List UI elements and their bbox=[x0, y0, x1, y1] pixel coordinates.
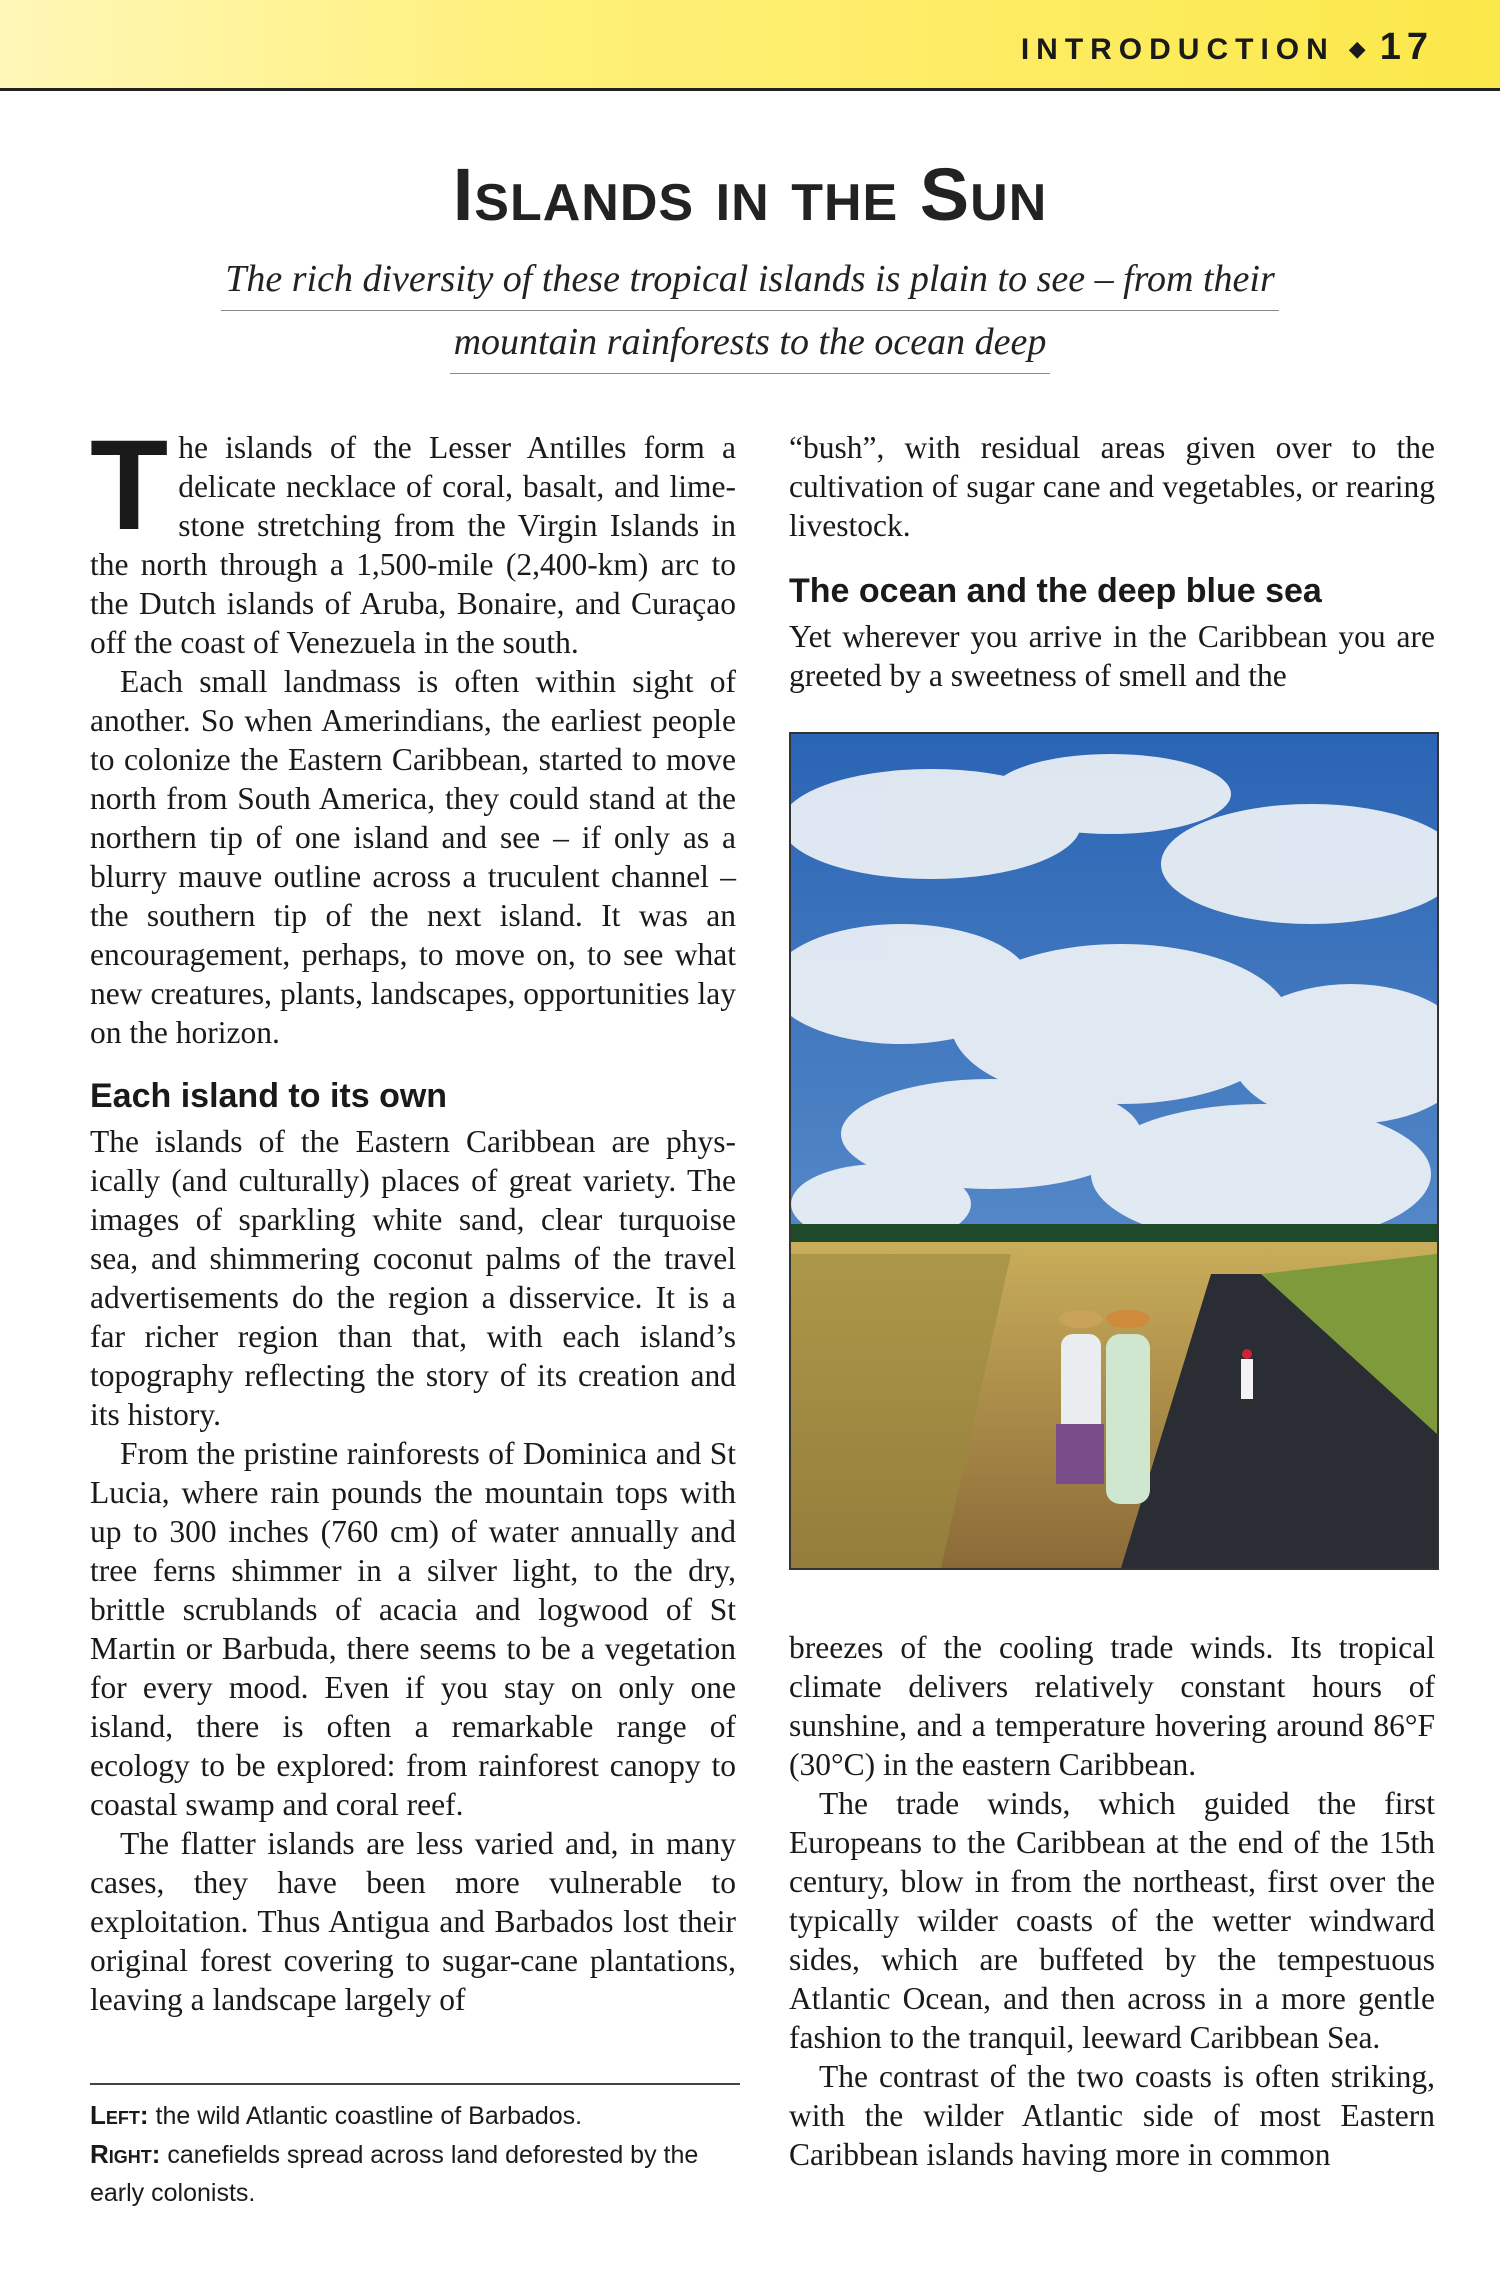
running-header bbox=[1021, 26, 1434, 69]
paragraph: breezes of the cooling trade winds. Its tropical climate delivers relatively constant hours of sunshine, and a temperature hovering around 86°F (30°C) in the eastern Caribbean. bbox=[789, 1630, 1435, 1782]
photo-illustration bbox=[791, 734, 1437, 1568]
intro-paragraph bbox=[90, 414, 736, 662]
caption-right bbox=[90, 2135, 740, 2212]
caption-left bbox=[90, 2096, 740, 2135]
section-heading: Each island to its own bbox=[90, 1077, 448, 1115]
paragraph: The trade winds, which guided the first Europeans to the Caribbean at the end of the 15th century, blow in from the northeast, first over the typically wilder coasts of the wetter windward sides, which are buffeted by the tempestuous Atlantic Ocean, and then across in a more gentle fashion to the tranquil, leeward Caribbean Sea. bbox=[789, 1786, 1435, 2055]
page-number: 17 bbox=[1379, 26, 1434, 68]
caption-divider bbox=[90, 2083, 740, 2085]
drop-cap: T bbox=[90, 414, 169, 557]
header-band bbox=[0, 0, 1500, 91]
caption-left-label: Left: bbox=[90, 2100, 149, 2130]
subtitle-line-1: The rich diversity of these tropical islands is plain to see – from their bbox=[221, 248, 1279, 311]
subtitle-line-2: mountain rainforests to the ocean deep bbox=[450, 311, 1051, 374]
section-heading: The ocean and the deep blue sea bbox=[789, 572, 1322, 610]
paragraph: The islands of the Eastern Caribbean are physically (and culturally) places of great variety. The images of sparkling white sand, clear turquoise sea, and shimmering coconut palms of the travel advertisements do the region a disservice. It is a far richer region than that, with each island’s topography reflecting the story of its creation and its history. bbox=[90, 1124, 736, 1432]
canefield-road-photo bbox=[789, 732, 1439, 1570]
paragraph: From the pristine rainforests of Dominica and St Lucia, where rain pounds the mountain tops with up to 300 inches (760 cm) of water annually and tree ferns shimmer in a silver light, to the dry, brittle scrublands of acacia and logwood of St Martin or Barbuda, there seems to be a vegetation for every mood. Even if you stay on only one island, there is often a remarkable range of ecology to be explored: from rainforest canopy to coastal swamp and coral reef. bbox=[90, 1436, 736, 1822]
photo-captions bbox=[90, 2096, 740, 2212]
right-column-top bbox=[789, 428, 1435, 695]
right-column-bottom bbox=[789, 1628, 1435, 2174]
paragraph: Each small landmass is often within sight of another. So when Amerindians, the earliest people to colonize the Eastern Caribbean, started to move north from South America, they could stand at the northern tip of one island and see – if only as a blurry mauve outline across a truculent channel – the southern tip of the next island. It was an encouragement, perhaps, to move on, to see what new creatures, plants, landscapes, opportunities lay on the horizon. bbox=[90, 664, 736, 1050]
running-title: INTRODUCTION bbox=[1020, 33, 1335, 66]
caption-right-label: Right: bbox=[90, 2139, 161, 2169]
article-subtitle bbox=[200, 248, 1300, 374]
article-title: Islands in the Sun bbox=[452, 153, 1048, 236]
caption-left-text: the wild Atlantic coastline of Barbados. bbox=[148, 2102, 583, 2130]
paragraph: Yet wherever you arrive in the Caribbean you are greeted by a sweetness of smell and the bbox=[789, 619, 1435, 693]
clouds bbox=[791, 754, 1437, 1244]
paragraph: “bush”, with residual areas given over to the cultivation of sugar cane and vegetables, or rearing livestock. bbox=[789, 430, 1435, 543]
paragraph: The flatter islands are less varied and, in many cases, they have been more vulnerable to exploitation. Thus Antigua and Barbados lost their original forest covering to sugar-cane plantations, leaving a landscape largely of bbox=[90, 1826, 736, 2017]
separator-diamond-icon: ◆ bbox=[1348, 36, 1366, 61]
intro-text: he islands of the Lesser Antilles form a delicate necklace of coral, basalt, and limestone stretching from the Virgin Islands in the north through a 1,500-mile (2,400-km) arc to the Dutch islands of Aruba, Bonaire, and Curaçao off the coast of Venezuela in the south. bbox=[90, 430, 736, 660]
paragraph: The contrast of the two coasts is often striking, with the wilder Atlantic side of most Eastern Caribbean islands having more in common bbox=[789, 2059, 1435, 2172]
caption-right-text: canefields spread across land deforested by the early colonists. bbox=[90, 2141, 699, 2207]
left-column bbox=[90, 414, 736, 2019]
